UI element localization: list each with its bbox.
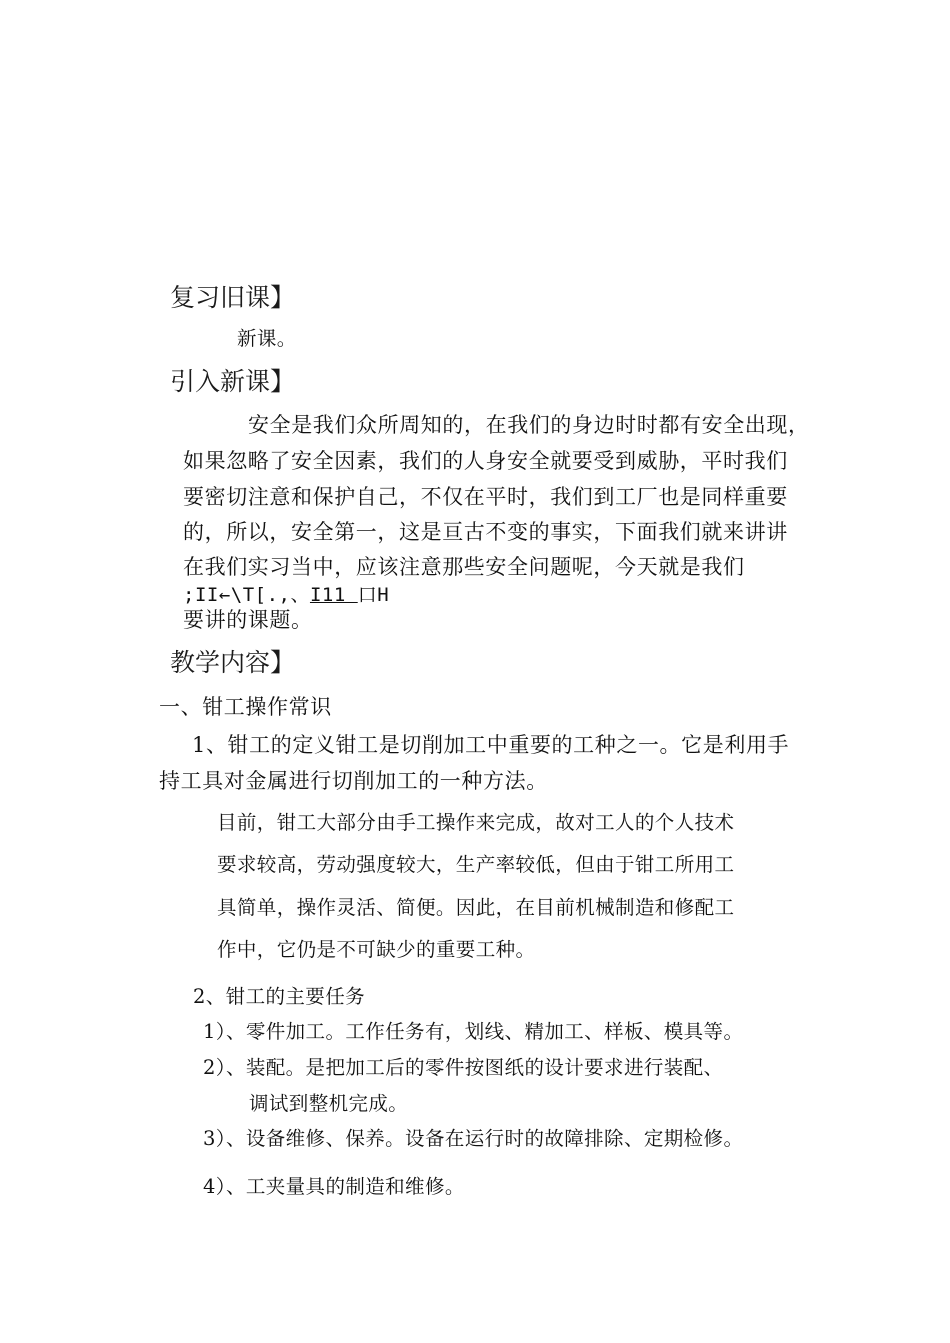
detail-line-1: 目前，钳工大部分由手工操作来完成，故对工人的个人技术: [217, 811, 735, 834]
item2-title: 2、钳工的主要任务: [193, 985, 366, 1008]
garbled-text-1: ;II←\T[.,、: [183, 584, 310, 606]
intro-heading: 引入新课】: [170, 367, 296, 396]
task-2-continuation: 调试到整机完成。: [249, 1092, 409, 1115]
task-3: 3）、设备维修、保养。设备在运行时的故障排除、定期检修。: [203, 1127, 744, 1150]
garbled-ocr-line: [183, 586, 389, 605]
section-subheading: 一、钳工操作常识: [159, 695, 332, 719]
detail-line-4: 作中，它仍是不可缺少的重要工种。: [217, 938, 536, 961]
intro-last-line: 要讲的课题。: [183, 608, 313, 632]
task-4: 4）、工夹量具的制造和维修。: [203, 1175, 465, 1198]
detail-line-2: 要求较高，劳动强度较大，生产率较低，但由于钳工所用工: [217, 853, 735, 876]
intro-line-4: 的，所以，安全第一，这是亘古不变的事实，下面我们就来讲讲: [183, 520, 788, 544]
garbled-text-3: 口H: [357, 584, 390, 606]
intro-line-2: 如果忽略了安全因素，我们的人身安全就要受到威胁，平时我们: [183, 449, 788, 473]
review-text: 新课。: [237, 327, 297, 350]
intro-line-1: 安全是我们众所周知的，在我们的身边时时都有安全出现，: [248, 413, 810, 437]
garbled-text-2: I11: [309, 584, 358, 606]
item1-line-2: 持工具对金属进行切削加工的一种方法。: [159, 769, 548, 793]
intro-line-3: 要密切注意和保护自己，不仅在平时，我们到工厂也是同样重要: [183, 485, 788, 509]
item1-line-1: 1、钳工的定义钳工是切削加工中重要的工种之一。它是利用手: [192, 733, 790, 757]
task-1: 1）、零件加工。工作任务有，划线、精加工、样板、模具等。: [203, 1020, 744, 1043]
intro-line-5: 在我们实习当中，应该注意那些安全问题呢，今天就是我们: [183, 555, 745, 579]
review-heading: 复习旧课】: [170, 283, 296, 312]
task-2: 2）、装配。是把加工后的零件按图纸的设计要求进行装配、: [203, 1056, 724, 1079]
content-heading: 教学内容】: [170, 648, 296, 677]
detail-line-3: 具简单，操作灵活、简便。因此，在目前机械制造和修配工: [217, 896, 735, 919]
